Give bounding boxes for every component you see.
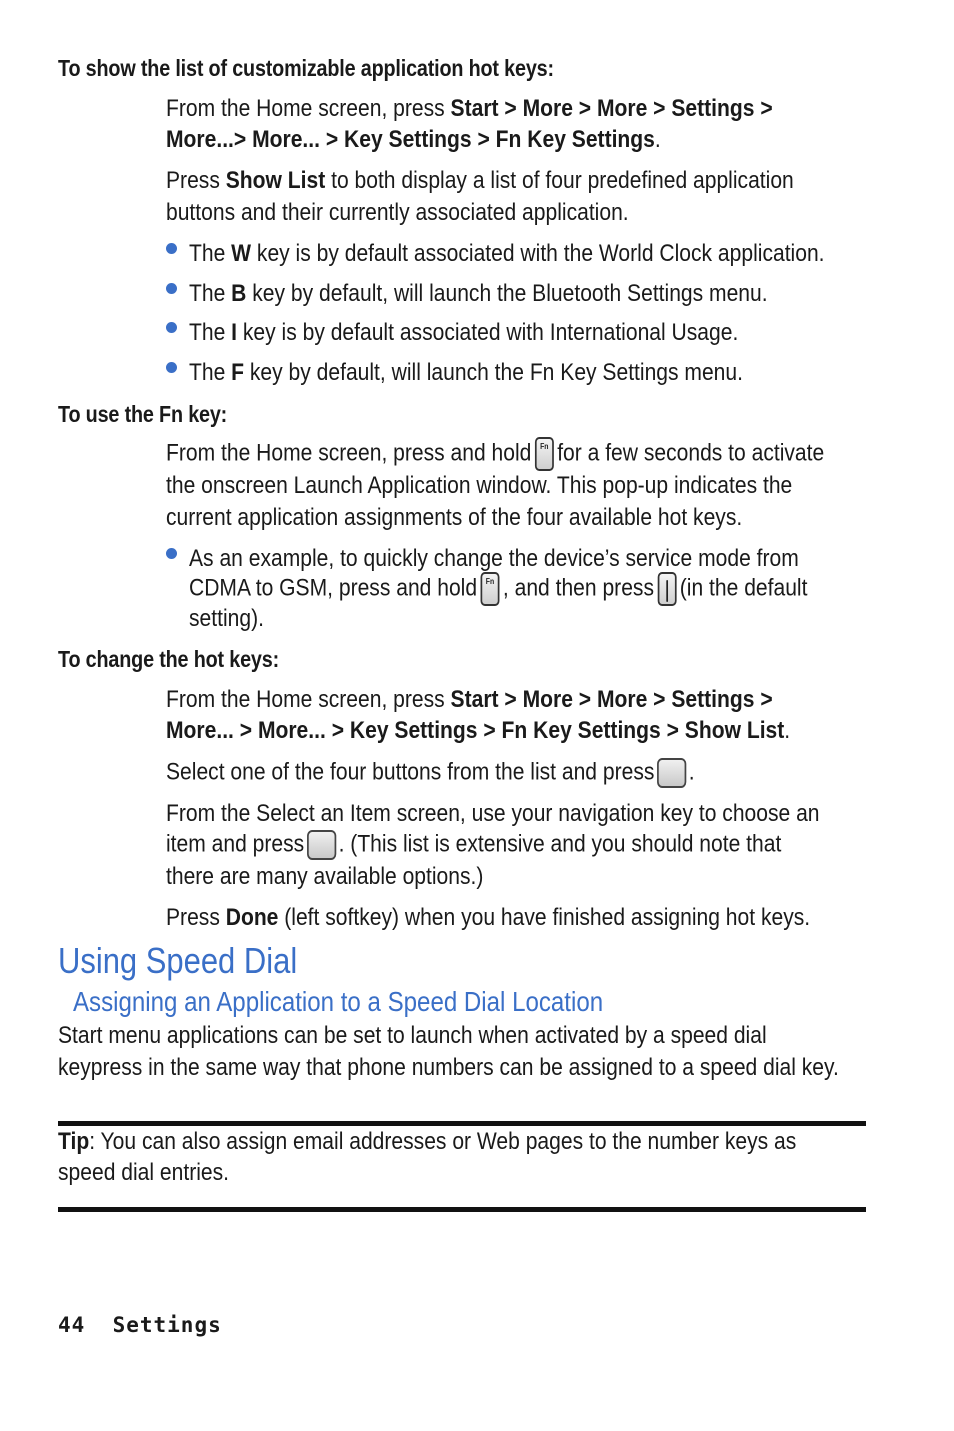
bullet-dot [166, 322, 177, 333]
footer-section: Settings [112, 1313, 222, 1337]
ok-key-icon [657, 758, 686, 788]
bullet-dot [166, 283, 177, 294]
bullet-dot [166, 548, 177, 559]
speed-dial-body-line1: Start menu applications can be set to launch when activated by a speed dial [58, 1022, 767, 1049]
s2-line1: From the Home screen, press and hold Fn for a few seconds to activate [166, 437, 931, 471]
s2-line2: the onscreen Launch Application window. This pop-up indicates the [166, 472, 793, 499]
bullet-b-key: The B key by default, will launch the Bluetooth Settings menu. [189, 280, 768, 307]
s3-nav-path-line2: More... > More... > Key Settings > Fn Key Settings > Show List. [166, 717, 791, 744]
s2-bullet-line2: CDMA to GSM, press and hold Fn , and then press (in the default [189, 572, 908, 606]
i-key-icon [657, 572, 676, 606]
tip-bottom-rule [58, 1207, 866, 1212]
bullet-w-key: The W key is by default associated with the World Clock application. [189, 240, 825, 267]
bullet-dot [166, 362, 177, 373]
fn-key-icon: Fn [535, 437, 554, 471]
s2-line3: current application assignments of the four available hot keys. [166, 504, 743, 531]
bullet-i-key: The I key is by default associated with International Usage. [189, 319, 739, 346]
section-title: Using Speed Dial [58, 940, 298, 981]
bullet-f-key: The F key by default, will launch the Fn Key Settings menu. [189, 359, 743, 386]
ok-key-icon [307, 830, 336, 860]
tip-line2: speed dial entries. [58, 1159, 230, 1186]
s1-show-list-line1: Press Show List to both display a list of four predefined application [166, 167, 794, 194]
page-footer [58, 1313, 222, 1337]
tip-line1: Tip: You can also assign email addresses or Web pages to the number keys as [58, 1128, 797, 1155]
heading-use-fn-key: To use the Fn key: [58, 401, 228, 427]
s3-item-line3: there are many available options.) [166, 863, 484, 890]
fn-key-icon: Fn [481, 572, 500, 606]
heading-change-hot-keys: To change the hot keys: [58, 646, 279, 672]
s3-item-line2: item and press . (This list is extensive and you should note that [166, 830, 881, 860]
s3-select-line: Select one of the four buttons from the list and press . [166, 758, 781, 788]
section-subtitle: Assigning an Application to a Speed Dial Location [73, 986, 604, 1017]
s3-nav-path-line1: From the Home screen, press Start > More > More > Settings > [166, 686, 773, 713]
s3-item-line1: From the Select an Item screen, use your navigation key to choose an [166, 800, 820, 827]
speed-dial-body-line2: keypress in the same way that phone numbers can be assigned to a speed dial key. [58, 1054, 839, 1081]
s1-show-list-line2: buttons and their currently associated application. [166, 199, 629, 226]
heading-show-hot-keys: To show the list of customizable application hot keys: [58, 55, 554, 81]
s3-done-line: Press Done (left softkey) when you have finished assigning hot keys. [166, 904, 811, 931]
page-number: 44 [58, 1313, 86, 1337]
s1-nav-path-line2: More...> More... > Key Settings > Fn Key Settings. [166, 126, 661, 153]
s2-bullet-line1: As an example, to quickly change the device’s service mode from [189, 545, 799, 572]
tip-top-rule [58, 1121, 866, 1126]
bullet-dot [166, 243, 177, 254]
s2-bullet-line3: setting). [189, 605, 264, 632]
s1-nav-path-line1: From the Home screen, press Start > More > More > Settings > [166, 95, 773, 122]
